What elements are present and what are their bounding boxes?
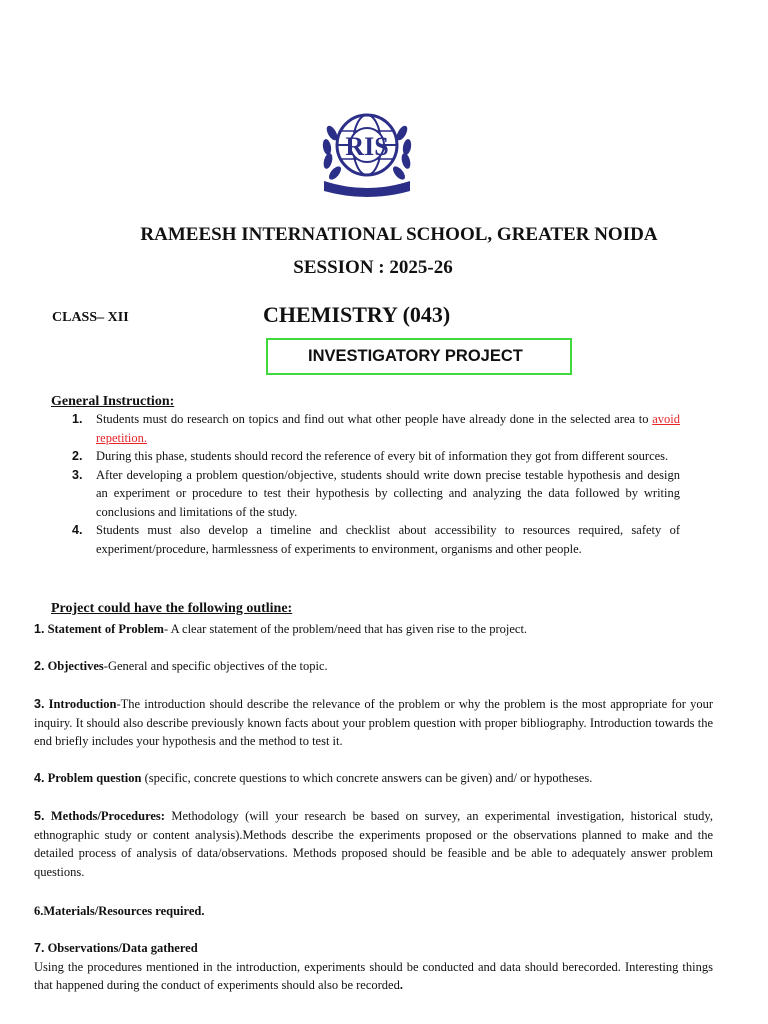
general-instruction-heading: General Instruction: <box>51 394 175 409</box>
subject-title: CHEMISTRY (043) <box>263 302 451 327</box>
outline-item-1: 1. Statement of Problem- A clear statement of the problem/need that has given rise to the project. <box>34 622 528 636</box>
highlight-text: avoid repetition. <box>96 412 680 445</box>
project-title: INVESTIGATORY PROJECT <box>308 347 523 365</box>
outline-item-6: 6.Materials/Resources required. <box>34 904 205 918</box>
outline-heading: Project could have the following outline: <box>51 601 293 616</box>
svg-text:RIS: RIS <box>345 132 389 161</box>
list-item: 3. After developing a problem question/objective, students should write down precise testable hypothesis and design an experiment or procedure to test their hypothesis by collecting and analyzing the data followed by writing conclusions and limitations of the study. <box>72 467 680 519</box>
list-item: 1. Students must do research on topics and find out what other people have already done in the selected area to avoid repetition. <box>72 412 680 445</box>
instruction-list <box>72 410 680 558</box>
school-emblem-icon <box>318 103 416 199</box>
outline-item-5: 5. Methods/Procedures: Methodology (will your research be based on survey, an experimental investigation, historical study, ethnographic study or content analysis).Methods describe the experiments proposed or the observations planned to make and the detailed process of analysis of data/observations. Methods proposed should be feasible and be able to adequately answer problem questions. <box>34 809 713 879</box>
list-item: 2. During this phase, students should record the reference of every bit of information they got from different sources. <box>72 449 669 463</box>
outline-item-7: 7. Observations/Data gathered Using the procedures mentioned in the introduction, experiments should be conducted and data should berecorded. Interesting things that happened during the conduct of experiments should also be recorded. <box>34 941 713 992</box>
session-label: SESSION : 2025-26 <box>293 257 453 278</box>
outline-item-2: 2. Objectives-General and specific objectives of the topic. <box>34 659 328 673</box>
class-label: CLASS– XII <box>52 310 129 325</box>
school-name: RAMEESH INTERNATIONAL SCHOOL, GREATER NOIDA <box>140 224 658 245</box>
outline-item-4: 4. Problem question (specific, concrete questions to which concrete answers can be given) and/ or hypotheses. <box>34 771 593 785</box>
list-item: 4. Students must also develop a timeline and checklist about accessibility to resources required, safety of experiment/procedure, harmlessness of experiments to environment, organisms and other people. <box>72 523 680 556</box>
outline-item-3: 3. Introduction-The introduction should describe the relevance of the problem or why the problem is the most appropriate for your inquiry. It should also describe previously known facts about your problem question with proper bibliography. Introduction towards the end briefly includes your hypothesis and the method to test it. <box>34 697 714 748</box>
project-title-box <box>266 338 572 375</box>
